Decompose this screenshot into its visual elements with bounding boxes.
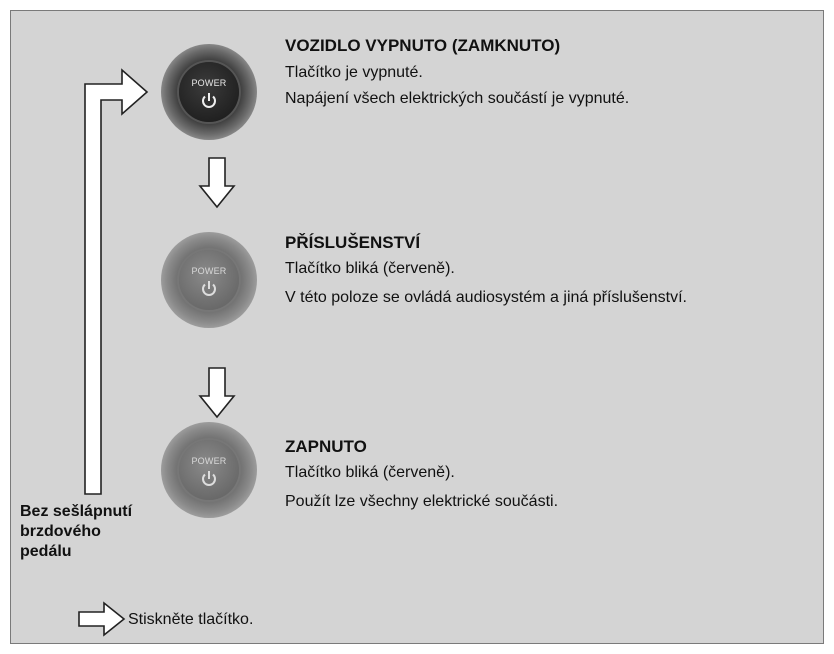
state-desc-on-1: Tlačítko bliká (červeně).: [285, 464, 455, 481]
down-arrow-2: [200, 368, 234, 417]
power-button-on: [161, 422, 257, 518]
brake-pedal-note: [20, 502, 160, 562]
power-button-label: POWER: [191, 78, 227, 88]
down-arrow-1: [200, 158, 234, 207]
power-button-label: POWER: [191, 456, 227, 466]
return-loop-arrow: [85, 70, 147, 494]
power-icon: [200, 92, 218, 110]
legend-arrow-icon: [79, 603, 124, 635]
state-desc-accessory-2: V této poloze se ovládá audiosystém a jiná příslušenství.: [285, 289, 687, 306]
legend-text: Stiskněte tlačítko.: [128, 611, 254, 628]
state-title-accessory: PŘÍSLUŠENSTVÍ: [285, 233, 421, 252]
power-icon: [200, 470, 218, 488]
state-desc-on-2: Použít lze všechny elektrické součásti.: [285, 493, 559, 510]
power-button-label: POWER: [191, 266, 227, 276]
state-title-off: VOZIDLO VYPNUTO (ZAMKNUTO): [285, 36, 561, 55]
state-desc-accessory-1: Tlačítko bliká (červeně).: [285, 260, 455, 277]
state-desc-off-1: Tlačítko je vypnuté.: [285, 64, 423, 81]
state-desc-off-2: Napájení všech elektrických součástí je vypnuté.: [285, 90, 630, 107]
brake-note-line-3: pedálu: [20, 543, 72, 560]
power-button-accessory: [161, 232, 257, 328]
brake-note-line-1: Bez sešlápnutí: [20, 503, 133, 520]
power-icon: [200, 280, 218, 298]
brake-note-line-2: brzdového: [20, 523, 101, 540]
state-title-on: ZAPNUTO: [285, 437, 367, 456]
power-button-off: [161, 44, 257, 140]
